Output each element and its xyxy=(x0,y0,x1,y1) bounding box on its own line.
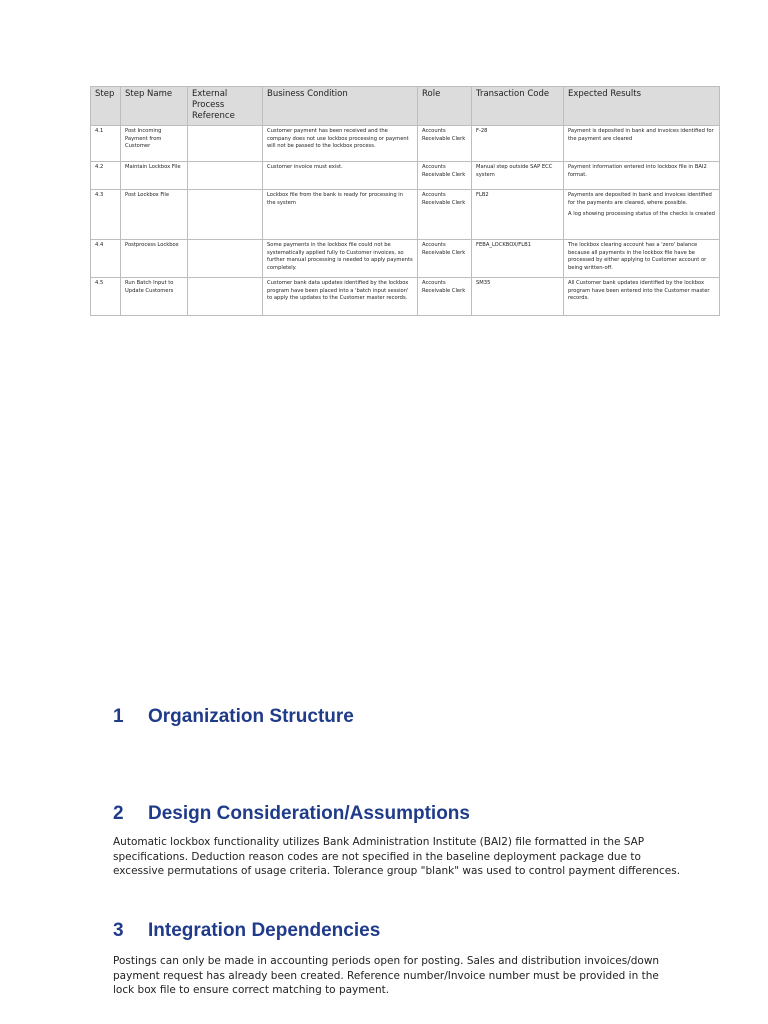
table-row xyxy=(91,240,720,278)
table-row xyxy=(91,190,720,240)
header-step-name: Step Name xyxy=(121,87,188,126)
cell-business-condition: Customer payment has been received and the company does not use lockbox processing or payment will not be passed to the lockbox process. xyxy=(263,126,418,162)
header-expected-results: Expected Results xyxy=(564,87,720,126)
cell-expected-results xyxy=(564,126,720,162)
cell-business-condition: Some payments in the lockbox file could not be systematically applied fully to Customer invoices, so further manual processing is needed to apply payments completely. xyxy=(263,240,418,278)
cell-expected-results xyxy=(564,278,720,316)
section-body-design-considerations: Automatic lockbox functionality utilizes Bank Administration Institute (BAI2) file formatted in the SAP specifications. Deduction reason codes are not specified in the baseline deployment package due to excessive permutations of usage criteria. Tolerance group "blank" was used to control payment differences. xyxy=(113,836,681,877)
cell-role: Accounts Receivable Clerk xyxy=(418,240,472,278)
section-number: 2 xyxy=(113,803,124,824)
result-text: Payments are deposited in bank and invoices identified for the payments are cleared, where possible. xyxy=(568,192,712,206)
cell-external-ref xyxy=(188,278,263,316)
cell-external-ref xyxy=(188,240,263,278)
result-text: Payment is deposited in bank and invoices identified for the payment are cleared xyxy=(568,128,714,142)
cell-step: 4.1 xyxy=(91,126,121,162)
cell-transaction-code: FLB2 xyxy=(472,190,564,240)
test-steps-table xyxy=(90,86,720,316)
result-text: All Customer bank updates identified by the lockbox program have been entered into the Customer master records. xyxy=(568,280,710,302)
cell-step-name: Run Batch Input to Update Customers xyxy=(121,278,188,316)
header-role: Role xyxy=(418,87,472,126)
cell-role: Accounts Receivable Clerk xyxy=(418,162,472,190)
section-title: Design Consideration/Assumptions xyxy=(148,803,470,824)
cell-transaction-code: Manual step outside SAP ECC system xyxy=(472,162,564,190)
cell-expected-results xyxy=(564,240,720,278)
result-text: Payment information entered into lockbox file in BAI2 format. xyxy=(568,164,707,178)
cell-role: Accounts Receivable Clerk xyxy=(418,278,472,316)
cell-step-name: Post Lockbox File xyxy=(121,190,188,240)
section-heading-design-considerations xyxy=(113,803,470,825)
cell-transaction-code: FEBA_LOCKBOX/FLB1 xyxy=(472,240,564,278)
header-step: Step xyxy=(91,87,121,126)
table-row xyxy=(91,278,720,316)
section-number: 3 xyxy=(113,920,124,941)
cell-step: 4.4 xyxy=(91,240,121,278)
section-number: 1 xyxy=(113,706,124,727)
section-body-integration-dependencies: Postings can only be made in accounting periods open for posting. Sales and distribution invoices/down payment request has already been created. Reference number/Invoice number must be provided in the lock box file to ensure correct matching to payment. xyxy=(113,955,660,996)
cell-expected-results xyxy=(564,190,720,240)
table-header-row xyxy=(91,87,720,126)
cell-external-ref xyxy=(188,162,263,190)
section-heading-integration-dependencies xyxy=(113,920,380,942)
cell-step-name: Post Incoming Payment from Customer xyxy=(121,126,188,162)
section-heading-organization-structure xyxy=(113,706,354,728)
cell-expected-results xyxy=(564,162,720,190)
cell-step: 4.3 xyxy=(91,190,121,240)
cell-role: Accounts Receivable Clerk xyxy=(418,126,472,162)
cell-step: 4.2 xyxy=(91,162,121,190)
cell-external-ref xyxy=(188,190,263,240)
section-title: Integration Dependencies xyxy=(148,920,381,941)
cell-business-condition: Customer invoice must exist. xyxy=(263,162,418,190)
result-text: The lockbox clearing account has a 'zero' balance because all payments in the lockbox file have be processed by either applying to Customer account or being written-off. xyxy=(568,242,707,271)
header-business-condition: Business Condition xyxy=(263,87,418,126)
table-row xyxy=(91,162,720,190)
cell-step-name: Postprocess Lockbox xyxy=(121,240,188,278)
cell-business-condition: Lockbox file from the bank is ready for processing in the system xyxy=(263,190,418,240)
cell-role: Accounts Receivable Clerk xyxy=(418,190,472,240)
result-text: A log showing processing status of the checks is created xyxy=(568,211,715,218)
table-row xyxy=(91,126,720,162)
cell-step-name: Maintain Lockbox File xyxy=(121,162,188,190)
cell-business-condition: Customer bank data updates identified by the lockbox program have been placed into a 'batch input session' to apply the updates to the Customer master records. xyxy=(263,278,418,316)
header-transaction-code: Transaction Code xyxy=(472,87,564,126)
cell-external-ref xyxy=(188,126,263,162)
cell-step: 4.5 xyxy=(91,278,121,316)
section-title: Organization Structure xyxy=(148,706,354,727)
cell-transaction-code: F-28 xyxy=(472,126,564,162)
header-external-process-reference: External Process Reference xyxy=(188,87,263,126)
cell-transaction-code: SM35 xyxy=(472,278,564,316)
